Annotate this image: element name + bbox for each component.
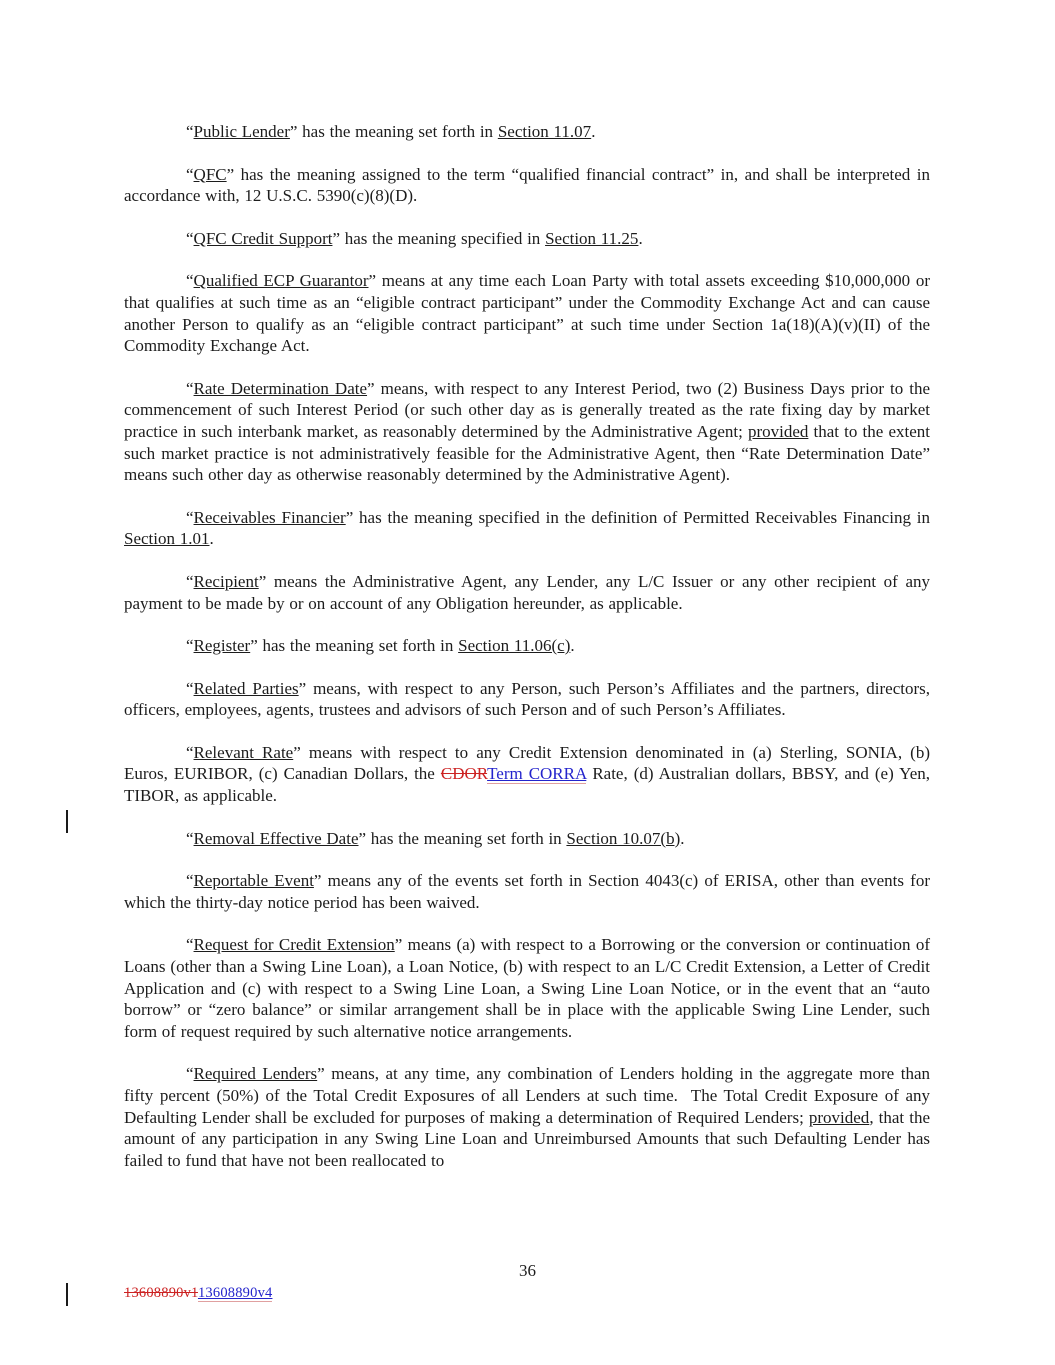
text-segment: ” has the meaning specified in [332, 228, 546, 248]
inserted-text: Term CORRA [487, 764, 587, 784]
paragraph [124, 635, 930, 657]
text-segment: . [680, 828, 685, 848]
text-segment: “ [186, 1064, 194, 1084]
paragraph [124, 742, 930, 807]
text-segment: ” means, with respect to any Interest Period, two (2) Business Days prior to the commencement of such Interest Period (or such other day as is generally treated as the rate fixing day by market practice in such interbank market, as reasonably determined by the Administrative Agent; [124, 378, 931, 441]
text-segment: Rate, (d) Australian dollars, BBSY, and (e) Yen, TIBOR, as applicable. [124, 764, 930, 806]
text-segment: ” means at any time each Loan Party with total assets exceeding $10,000,000 or that qualifies at such time as an “eligible contract participant” under the Commodity Exchange Act and can cause another Person to qualify as an “eligible contract participant” at such time under Section 1a(18)(A)(v)(II) of the Commodity Exchange Act. [124, 271, 930, 356]
text-segment: “ [186, 228, 194, 248]
text-segment: “ [186, 742, 194, 762]
defined-term: Receivables Financier [193, 507, 346, 527]
defined-term: Removal Effective Date [193, 828, 359, 848]
paragraph [124, 571, 930, 614]
underlined-text: Section 11.25 [545, 228, 639, 248]
defined-term: Recipient [193, 571, 259, 591]
text-segment: that to the extent such market practice is not administratively feasible for the Administrative Agent, then “Rate Determination Date” means such other day as otherwise reasonably determined by the Administrative Agent). [124, 421, 930, 485]
defined-term: Public Lender [193, 122, 290, 141]
text-segment: “ [186, 636, 194, 656]
defined-term: Reportable Event [193, 871, 314, 891]
defined-term: Qualified ECP Guarantor [193, 271, 369, 291]
text-segment: ” has the meaning assigned to the term “qualified financial contract” in, and shall be interpreted in accordance with, 12 U.S.C. 5390(c)(8)(D). [124, 164, 930, 206]
defined-term: QFC [193, 164, 227, 184]
text-segment: . [209, 529, 214, 549]
paragraph [124, 507, 930, 550]
underlined-text: provided [808, 1107, 870, 1127]
text-segment: “ [186, 935, 194, 955]
paragraph [124, 934, 930, 1042]
document-id-footer [124, 1285, 272, 1302]
underlined-text: provided [747, 421, 809, 441]
paragraph [124, 1063, 930, 1171]
defined-term: QFC Credit Support [193, 228, 333, 248]
paragraph [124, 678, 930, 721]
text-segment: “ [186, 871, 194, 891]
text-segment: “ [186, 678, 194, 698]
paragraph [124, 228, 930, 250]
paragraph [124, 164, 930, 207]
text-segment: . [591, 122, 596, 141]
paragraph [124, 828, 930, 850]
text-segment: “ [186, 164, 194, 184]
paragraph [124, 270, 930, 356]
text-segment: “ [186, 507, 194, 527]
text-segment: ” has the meaning specified in the definition of Permitted Receivables Financing in [345, 507, 930, 527]
text-segment: ” has the meaning set forth in [358, 828, 567, 848]
text-segment: ” has the meaning set forth in [250, 636, 459, 656]
underlined-text: Section 10.07(b) [566, 828, 681, 848]
paragraph [124, 870, 930, 913]
defined-term: Related Parties [193, 678, 299, 698]
text-segment: “ [186, 571, 194, 591]
inserted-doc-id: 13608890v4 [197, 1285, 273, 1301]
paragraph [124, 378, 930, 486]
underlined-text: Section 11.06(c) [458, 636, 571, 656]
text-segment: “ [186, 378, 194, 398]
text-segment: ” means (a) with respect to a Borrowing or the conversion or continuation of Loans (other than a Swing Line Loan), a Loan Notice, (b) with respect to an L/C Credit Extension, a Letter of Credit Application and (c) with respect to a Swing Line Loan, a Swing Line Loan Notice, or in the event that an “auto borrow” or “zero balance” or similar arrangement shall be in place with the applicable Swing Line Lender, such form of request required by such alternative notice arrangements. [124, 935, 930, 1041]
text-segment: ” means the Administrative Agent, any Lender, any L/C Issuer or any other recipient of any payment to be made by or on account of any Obligation hereunder, as applicable. [124, 571, 930, 613]
text-segment: . [570, 636, 575, 656]
document-body [124, 121, 930, 1192]
text-segment: “ [186, 271, 194, 291]
text-segment: “ [186, 828, 194, 848]
text-segment: ” means with respect to any Credit Extension denominated in (a) Sterling, SONIA, (b) Euros, EURIBOR, (c) Canadian Dollars, the [124, 742, 930, 784]
defined-term: Request for Credit Extension [193, 935, 395, 955]
text-segment: ” has the meaning set forth in [289, 122, 498, 141]
underlined-text: Section 1.01 [124, 529, 210, 549]
deleted-doc-id: 13608890v1 [124, 1285, 198, 1301]
text-segment: “ [186, 122, 194, 141]
defined-term: Rate Determination Date [193, 378, 368, 398]
defined-term: Required Lenders [193, 1064, 318, 1084]
text-segment: ” means, with respect to any Person, such Person’s Affiliates and the partners, directors, officers, employees, agents, trustees and advisors of such Person and of such Person’s Affiliates. [124, 678, 930, 720]
text-segment: ” means, at any time, any combination of Lenders holding in the aggregate more than fifty percent (50%) of the Total Credit Exposures of all Lenders at such time. The Total Credit Exposure of any Defaulting Lender shall be excluded for purposes of making a determination of Required Lenders; [124, 1064, 930, 1127]
text-segment: ” means any of the events set forth in Section 4043(c) of ERISA, other than events for which the thirty-day notice period has been waived. [124, 871, 930, 912]
text-segment: , that the amount of any participation in any Swing Line Loan and Unreimbursed Amounts that such Defaulting Lender has failed to fund that have not been reallocated to [124, 1107, 930, 1170]
defined-term: Register [193, 636, 251, 656]
paragraph [124, 121, 930, 143]
underlined-text: Section 11.07 [497, 122, 592, 141]
text-segment: . [638, 228, 643, 248]
page-number: 36 [519, 1261, 536, 1280]
defined-term: Relevant Rate [193, 742, 294, 762]
revision-change-bar [66, 810, 68, 833]
deleted-text: CDOR [440, 764, 488, 784]
revision-change-bar [66, 1283, 68, 1306]
